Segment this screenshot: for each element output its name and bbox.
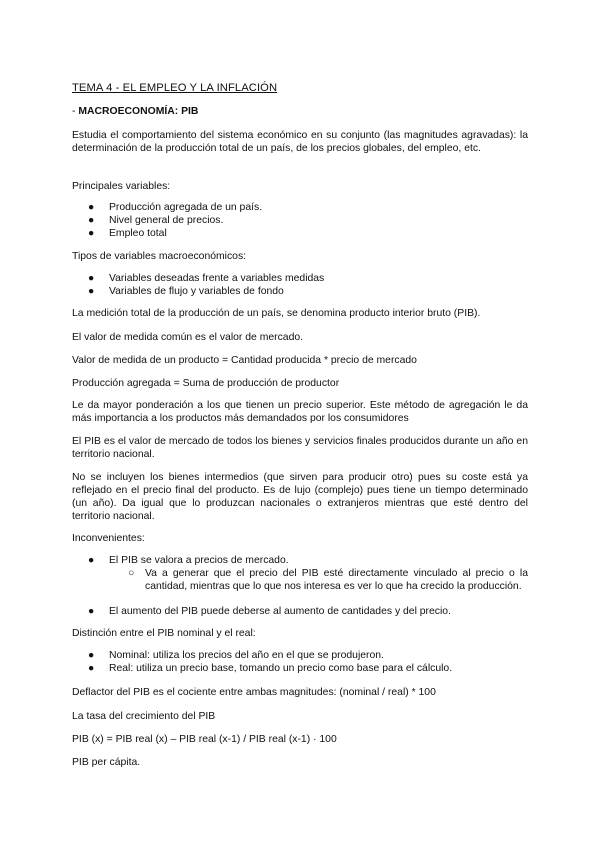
bullet-icon: ● [88,555,95,566]
list-item: Producción agregada de un país. [109,202,263,213]
bullet-icon: ● [88,650,95,661]
list-item: Empleo total [109,228,167,239]
list-item: Nominal: utiliza los precios del año en el que se produjeron. [109,650,384,661]
bullet-icon: ● [88,273,95,284]
paragraph-main-variables: Principales variables: [72,181,171,192]
bullet-icon: ● [88,215,95,226]
sub-list-item: Va a generar que el precio del PIB esté directamente vinculado al precio o la cantidad, mientras que lo que nos interesa es ver lo que ha crecido la producción. [145,568,528,592]
bullet-icon: ● [88,606,95,617]
section-heading [72,105,198,118]
paragraph-nominal-real: Distinción entre el PIB nominal y el real: [72,628,256,639]
section-heading-text: MACROECONOMÍA: PIB [78,106,199,117]
paragraph-per-capita: PIB per cápita. [72,757,141,768]
list-item: Real: utiliza un precio base, tomando un precio como base para el cálculo. [109,663,453,674]
paragraph-growth-rate: La tasa del crecimiento del PIB [72,711,216,722]
page-title: TEMA 4 - EL EMPLEO Y LA INFLACIÓN [72,82,278,94]
paragraph-exclusions: No se incluyen los bienes intermedios (que sirven para producir otro) pues su coste está ya reflejado en el precio final del producto. Es de lujo (complejo) pues tiene un tiempo determinado (un año). Da igual que lo produzcan nacionales o extranjeros mientras que esté dentro del territorio nacional. [72,472,528,522]
paragraph-deflator: Deflactor del PIB es el cociente entre ambas magnitudes: (nominal / real) * 100 [72,687,436,698]
paragraph-drawbacks: Inconvenientes: [72,533,145,544]
paragraph-intro: Estudia el comportamiento del sistema económico en su conjunto (las magnitudes agravadas): la determinación de la producción total de un país, de los precios globales, del empleo, etc. [72,130,528,154]
paragraph-aggregate-production: Producción agregada = Suma de producción de productor [72,378,340,389]
bullet-icon: ● [88,286,95,297]
list-item: El PIB se valora a precios de mercado. [109,555,289,566]
paragraph-growth-formula: PIB (x) = PIB real (x) – PIB real (x-1) / PIB real (x-1) · 100 [72,734,337,745]
sub-bullet-icon: ○ [128,568,135,579]
bullet-icon: ● [88,228,95,239]
paragraph-weighting: Le da mayor ponderación a los que tienen un precio superior. Este método de agregación le da más importancia a los productos más demandados por los consumidores [72,400,528,424]
paragraph-common-measure: El valor de medida común es el valor de mercado. [72,332,304,343]
list-item: Nivel general de precios. [109,215,224,226]
list-item: Variables deseadas frente a variables medidas [109,273,325,284]
bullet-icon: ● [88,663,95,674]
bullet-icon: ● [88,202,95,213]
section-heading-prefix: - [72,106,79,117]
list-item: El aumento del PIB puede deberse al aumento de cantidades y del precio. [109,606,451,617]
paragraph-pib-market-value: El PIB es el valor de mercado de todos los bienes y servicios finales producidos durante un año en territorio nacional. [72,436,528,460]
list-item: Variables de flujo y variables de fondo [109,286,284,297]
paragraph-variable-types: Tipos de variables macroeconómicos: [72,251,247,262]
paragraph-pib-definition: La medición total de la producción de un país, se denomina producto interior bruto (PIB). [72,308,481,319]
paragraph-product-value: Valor de medida de un producto = Cantidad producida * precio de mercado [72,355,417,366]
